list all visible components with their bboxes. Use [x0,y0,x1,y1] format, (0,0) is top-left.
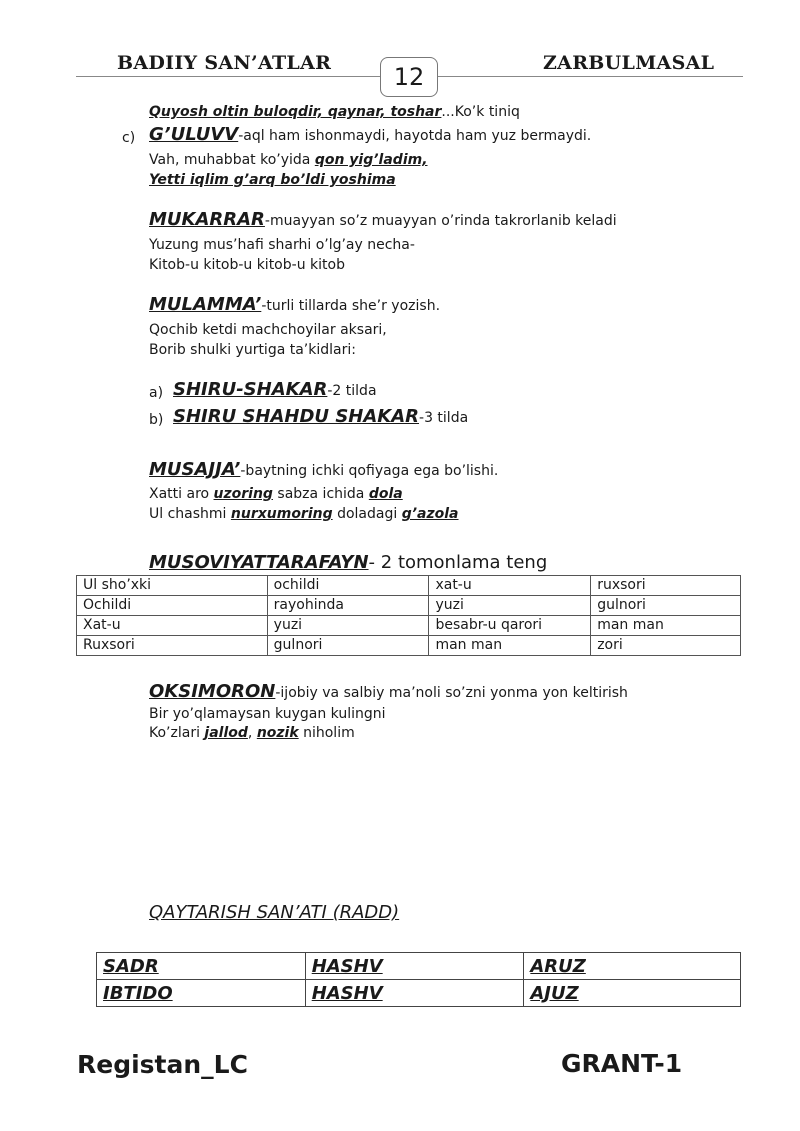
footer-left: Registan_LC [77,1050,248,1079]
shiru-shakar-item [173,380,377,401]
table-row [77,596,741,616]
mukarrar-heading [149,210,617,231]
table-cell: besabr-u qarori [429,616,591,636]
guluvv-verse-1 [149,150,428,170]
verse-emph: jallod [204,725,248,741]
musajja-term: MUSAJJA’ [149,459,241,480]
table-cell: ruxsori [591,576,741,596]
table-cell: IBTIDO [97,980,306,1007]
mulamma-verse-1: Qochib ketdi machchoyilar aksari, [149,322,387,338]
qaytarish-table [96,952,741,1007]
guluvv-heading [149,125,591,146]
table-cell: xat-u [429,576,591,596]
verse-emph: g’azola [401,506,459,522]
musajja-verse-1 [149,484,403,504]
verse-text: niholim [298,725,355,741]
table-cell: Xat-u [77,616,268,636]
verse-rest: ...Ko’k tiniq [441,104,520,120]
table-cell: Ochildi [77,596,268,616]
mukarrar-verse-2: Kitob-u kitob-u kitob-u kitob [149,257,345,273]
mulamma-term: MULAMMA’ [149,294,262,315]
verse-emph: nozik [256,725,299,741]
musoviy-term: MUSOVIYATTARAFAYN [149,552,369,573]
table-cell: gulnori [267,636,429,656]
guluvv-definition: -aql ham ishonmaydi, hayotda ham yuz bermaydi. [238,128,592,144]
musoviy-table [76,575,741,656]
oksimoron-definition: -ijobiy va salbiy ma’noli so’zni yonma yon keltirish [275,685,628,701]
list-marker-c: c) [122,130,136,146]
mulamma-definition: -turli tillarda she’r yozish. [261,298,441,314]
shiru-shakar-def: -2 tilda [327,383,377,399]
page-number: 12 [380,57,438,97]
table-row [77,576,741,596]
list-marker-b: b) [149,412,164,428]
table-cell: ochildi [267,576,429,596]
mukarrar-verse-1: Yuzung mus’hafi sharhi o’lg’ay necha- [149,237,415,253]
verse-text: doladagi [332,506,402,522]
verse-text: sabza ichida [272,486,369,502]
mulamma-heading [149,295,440,316]
verse-emph: qon yig’ladim, [314,152,428,168]
oksimoron-term: OKSIMORON [149,681,276,702]
musajja-heading [149,460,498,481]
verse-emph: Yetti iqlim g’arq bo’ldi yoshima [149,172,396,188]
table-cell: man man [591,616,741,636]
shiru-shahdu-shakar-term: SHIRU SHAHDU SHAKAR [173,406,420,427]
table-cell: man man [429,636,591,656]
table-cell: HASHV [305,953,524,980]
table-row [97,980,741,1007]
verse-text: Vah, muhabbat ko’yida [149,152,315,168]
verse-emph: dola [368,486,403,502]
musajja-verse-2 [149,504,459,524]
table-row [77,636,741,656]
mulamma-verse-2: Borib shulki yurtiga ta’kidlari: [149,342,356,358]
verse-text: Ko’zlari [149,725,205,741]
oksimoron-verse-1: Bir yo’qlamaysan kuygan kulingni [149,706,386,722]
list-marker-a: a) [149,385,164,401]
header-right-title: ZARBULMASAL [543,52,715,74]
table-cell: zori [591,636,741,656]
table-cell: yuzi [267,616,429,636]
table-row [77,616,741,636]
table-cell: ARUZ [524,953,741,980]
shiru-shahdu-shakar-item [173,407,468,428]
table-cell: gulnori [591,596,741,616]
qaytarish-title: QAYTARISH SAN’ATI (RADD) [149,902,400,923]
shiru-shakar-term: SHIRU-SHAKAR [173,379,328,400]
musajja-definition: -baytning ichki qofiyaga ega bo’lishi. [240,463,499,479]
table-cell: SADR [97,953,306,980]
musoviy-heading [149,552,547,573]
verse-text: Ul chashmi [149,506,231,522]
verse-text: , [247,725,257,741]
oksimoron-heading [149,682,628,703]
verse-text: Xatti aro [149,486,214,502]
mukarrar-term: MUKARRAR [149,209,265,230]
table-cell: rayohinda [267,596,429,616]
table-cell: HASHV [305,980,524,1007]
verse-line-top [149,102,520,122]
table-row [97,953,741,980]
shiru-shahdu-shakar-def: -3 tilda [419,410,469,426]
table-cell: Ul sho’xki [77,576,268,596]
header-left-title: BADIIY SAN’ATLAR [117,52,332,74]
musoviy-definition: - 2 tomonlama teng [368,552,548,573]
table-cell: yuzi [429,596,591,616]
verse-emph: Quyosh oltin buloqdir, qaynar, toshar [149,104,442,120]
table-cell: Ruxsori [77,636,268,656]
verse-emph: uzoring [213,486,273,502]
guluvv-term: G’ULUVV [149,124,239,145]
mukarrar-definition: -muayyan so’z muayyan o’rinda takrorlanib keladi [264,213,617,229]
verse-emph: nurxumoring [230,506,333,522]
footer-right: GRANT-1 [561,1049,683,1078]
table-cell: AJUZ [524,980,741,1007]
oksimoron-verse-2 [149,723,355,743]
guluvv-verse-2 [149,170,396,190]
